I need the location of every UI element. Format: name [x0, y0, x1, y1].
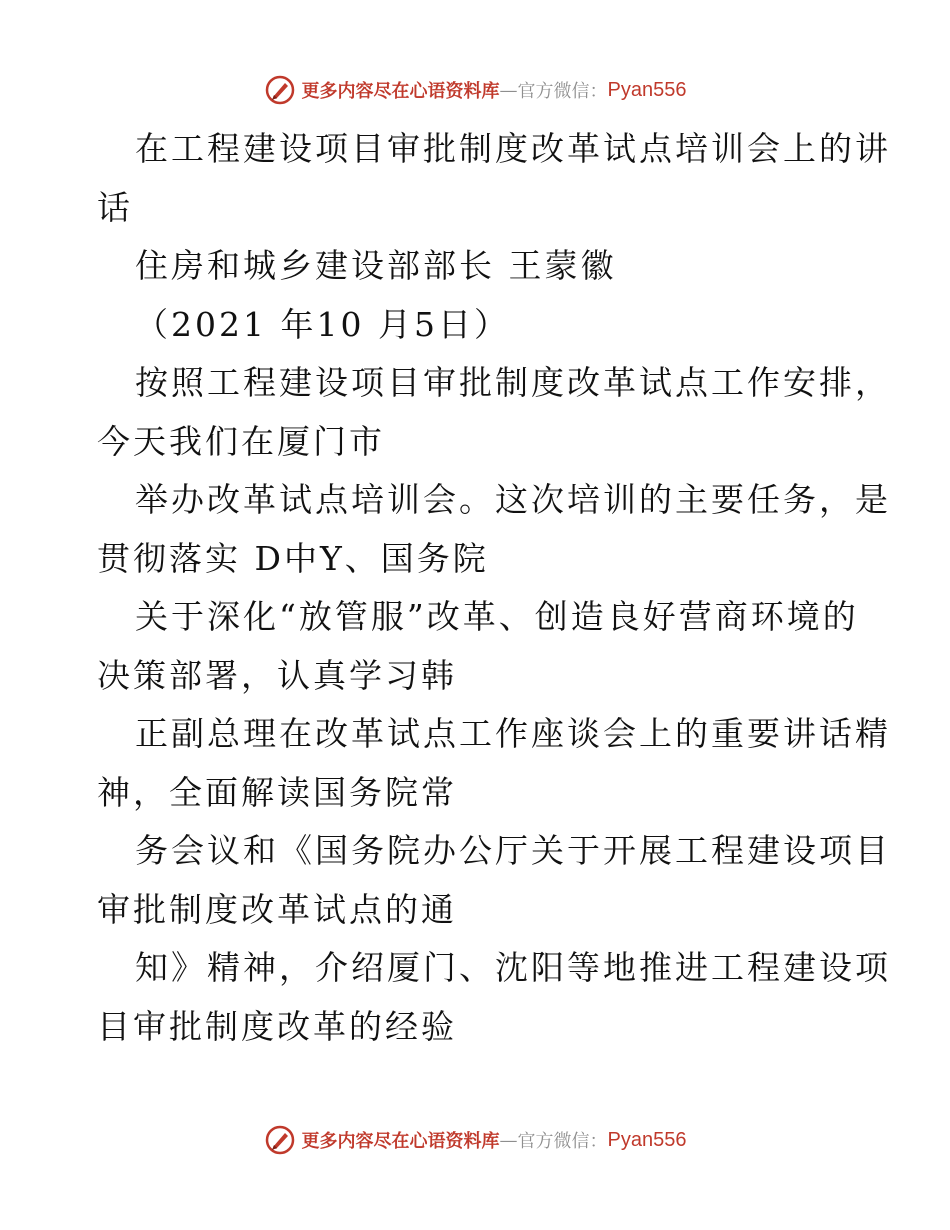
pen-circle-logo-icon [264, 1124, 296, 1156]
body-line: 贯彻落实 D中Y、国务院 [97, 538, 489, 578]
body-line: 正副总理在改革试点工作座谈会上的重要讲话精 [135, 714, 891, 753]
footer-watermark [0, 1122, 950, 1158]
watermark-wechat-id: Pyan556 [607, 1128, 687, 1151]
watermark-brand-text: 更多内容尽在心语资料库 [301, 81, 500, 102]
header-watermark [0, 72, 950, 108]
title-line: 话 [97, 187, 133, 227]
watermark-separator: — [499, 1129, 518, 1151]
watermark-wechat-id: Pyan556 [607, 78, 687, 101]
body-line: 关于深化“放管服”改革、创造良好营商环境的 [135, 597, 859, 636]
body-line: 举办改革试点培训会。这次培训的主要任务，是 [135, 480, 891, 519]
date-line: （2021 年10 月5日） [135, 304, 510, 344]
body-line: 神，全面解读国务院常 [97, 772, 457, 812]
body-line: 按照工程建设项目审批制度改革试点工作安排， [135, 363, 891, 402]
watermark-brand-text: 更多内容尽在心语资料库 [301, 1131, 500, 1152]
document-body [97, 120, 891, 1056]
watermark-label: 官方微信： [517, 1131, 608, 1152]
body-line: 务会议和《国务院办公厅关于开展工程建设项目 [135, 831, 891, 870]
body-line: 决策部署，认真学习韩 [97, 655, 457, 695]
pen-circle-logo-icon [264, 74, 296, 106]
body-line: 今天我们在厦门市 [97, 421, 385, 461]
watermark-separator: — [499, 79, 518, 101]
author-line: 住房和城乡建设部部长 王蒙徽 [135, 246, 617, 285]
title-line: 在工程建设项目审批制度改革试点培训会上的讲 [135, 129, 891, 168]
body-line: 知》精神，介绍厦门、沈阳等地推进工程建设项 [135, 948, 891, 987]
body-line: 审批制度改革试点的通 [97, 889, 457, 929]
body-line: 目审批制度改革的经验 [97, 1006, 457, 1046]
watermark-label: 官方微信： [517, 81, 608, 102]
